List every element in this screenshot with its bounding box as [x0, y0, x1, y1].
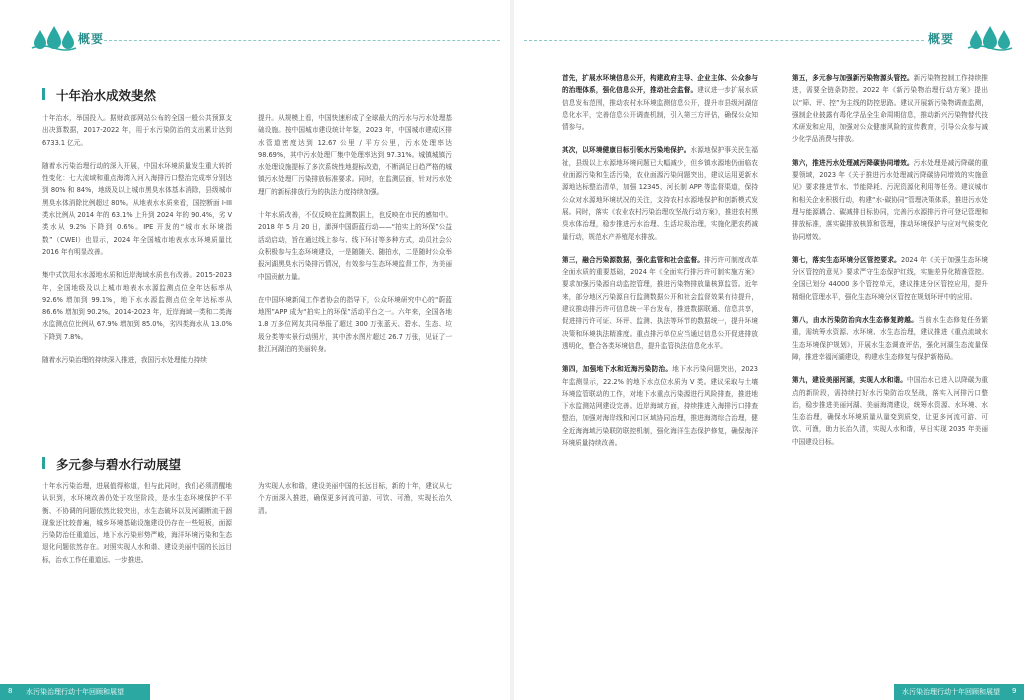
recommendation-lead: 第七，落实生态环境分区管控要求。	[792, 255, 901, 264]
recommendation-lead: 第五，多元参与加强新污染物源头管控。	[792, 74, 914, 82]
water-drops-icon	[966, 24, 1014, 52]
paragraph: 十年治水，举国投入。据财政部网站公布的全国一般公共预算支出决算数据，2017-2022 年，用于水污染防治的支出累计达到 6733.1 亿元。	[42, 114, 232, 147]
left-page	[0, 0, 510, 700]
recommendation-text: 水源地保护事关民生福祉，县级以上水源地环境问题已大幅减少，但乡镇水源地仍面临农业面源污染和生活污染，农业面源污染问题突出，建议运用更新水源地达标整治清单，加强 12345、河长制 APP 等监督渠道，保持公众对水源地环境状况的关注，支持农村水源地保护和创新模式发展。同时，落实《农业农村污染治理攻坚战行动方案》，推进农村黑臭水体治理，稳步推进污水治理、生活垃圾治理，实施化肥农药减量行动，规范水产养殖尾水排放。	[562, 146, 759, 241]
recommendation-paragraph	[792, 374, 988, 448]
recommendation-lead: 第六，推进污水处理减污降碳协同增效。	[792, 158, 914, 167]
paragraph: 十年水污染治理，进展值得称道，但与此同时，我们必须清醒地认识到，水环境改善仍处于攻坚阶段，是水生态环境保护不平衡、不协调的问题依然比较突出，水生态破坏以及河湖断流干涸现象还比较普遍，城乡环境基础设施建设仍存在一些短板，面源污染防治任重道远，地下水污染形势严峻，海洋环境污染和生态退化问题依然存在。对照实现人水和谐、建设美丽中国的长远目标，治水工作任重道远、一步推进。	[42, 482, 232, 564]
right-column-1	[562, 72, 758, 460]
recommendation-text: 2024 年《关于加强生态环境分区管控的意见》要求严守生态保护红线，实施差异化精准管控。全国已划分 44000 多个管控单元，建议推进分区管控应用，提升精细化管理水平，强化生态环境分区管控在规划环评中的应用。	[792, 255, 988, 301]
header-divider	[104, 40, 500, 41]
recommendation-text: 当前水生态修复任务繁重，需统筹水资源、水环境、水生态治理，建议推进《重点流域水生态环境保护规划》，开展水生态调查评估，强化河湖生态流量保障，推进幸福河湖建设，构建水生态修复与保护新格局。	[792, 316, 989, 361]
section2-column-2	[258, 480, 452, 528]
recommendation-paragraph	[792, 314, 988, 363]
recommendation-lead: 其次，以环境健康目标引领水污染地保护。	[562, 146, 691, 155]
recommendation-paragraph	[562, 363, 758, 449]
recommendation-paragraph	[562, 72, 758, 133]
section1-column-1	[42, 112, 232, 377]
recommendation-text: 中国治水已进入以降碳为重点的新阶段，需持续打好水污染防治攻坚战，落实入河排污口整治，稳步推进美丽河湖、美丽海湾建设，统筹水资源、水环境、水生态治理，确保水环境质量从量变到质变，让更多河流可游、可饮、可渔，助力长治久清，实现人水和谐，早日实现 2035 年美丽中国建设目标。	[792, 376, 989, 446]
recommendation-paragraph	[562, 144, 758, 242]
section-title-outlook: 多元参与碧水行动展望	[56, 457, 182, 472]
right-column-2	[792, 72, 988, 459]
section2-column-1	[42, 480, 232, 577]
page-number-right: 9	[1012, 687, 1017, 695]
recommendation-lead: 第九，建设美丽河湖，实现人水和谐。	[792, 376, 907, 385]
recommendation-lead: 第四，加强地下水和近海污染防治。	[562, 365, 673, 374]
recommendation-text: 地下水污染问题突出，2023 年监测显示，22.2% 的地下水点位水质为 V 类。建议采取与土壤环境监管联动的工作，对地下水重点污染源进行风险排查，推进地下水监测站网建设完善。近岸海域方面，持续推进入海排污口排查整治，加强对海岸线和河口区域协同治理，推进海湾综合治理，健全近海海域污染联防联控机制，强化海洋生态保护修复，确保海洋环境质量持续改善。	[562, 365, 759, 448]
paragraph: 集中式饮用水水源地水质和近岸海域水质也有改善。2015-2023 年，全国地级及以上城市地表水水源监测点位全年达标率从 92.6% 增加到 99.1%，地下水水源监测点位全年达标率从 86.6% 增加到 90.2%。2014-2023 年，近岸海域一类和二类海水监测点位比例从 67.9% 增加到 85.0%，劣四类海水从 13.0% 下降到 7.8%。	[42, 271, 232, 341]
section-title-achievements: 十年治水成效斐然	[56, 88, 157, 103]
paragraph: 十年水质改善，不仅反映在监测数据上，也反映在市民的感知中。2018 年 5 月 20 日，澎湃中国蔚蓝行动——“拍实上的环保”公益活动启动，旨在通过线上参与、线下环讨等多种方式，动员社会公众积极参与生态环境建设，一是随随关、随拍水，二是随时公众举报河湖黑臭水污染排污情况，有效参与生态环境监督工作，为美丽中国贡献力量。	[258, 211, 452, 281]
recommendation-paragraph	[792, 72, 988, 146]
recommendation-text: 新污染物控制工作持续推进，需要全链条防控。2022 年《新污染物治理行动方案》提出以“筛、评、控”为主线的防控思路。建议开展新污染物调查监测，强制企业披露有毒化学品全生命周期信息，推动新兴污染物替代技术研发和应用，加强对公众健康风险的宣传教育，引导公众参与减少化学品消费与排放。	[792, 74, 989, 144]
recommendation-lead: 第三，融合污染源数据，强化监管和社会监督。	[562, 255, 705, 264]
recommendation-text: 建议进一步扩展水质信息发布范围，推动农村水环境监测信息公开，提升市县级河湖信息化水平，完善信息公开调查机制，引入第三方评估，确保公众知情参与。	[562, 86, 759, 132]
section-marker	[42, 88, 45, 100]
section1-column-2	[258, 112, 452, 366]
recommendation-text: 污水处理是减污降碳的重要领域，2023 年《关于推进污水处理减污降碳协同增效的实施意见》要求推进节水、节能降耗、污泥资源化利用等任务。建议城市和相关企业积极行动，构建“水-碳协同”管理决策体系，推进污水处理与能源耦合、碳减排目标协同，完善污水源排污许可登记管理和排放标准，落实碳排放核算和管理，推动环境保护与应对气候变化协同增效。	[792, 158, 989, 241]
paragraph: 为实现人水和谐，建设美丽中国的长远目标，新的十年，建议从七个方面深入推进，确保更多河流可游、可饮、可渔，实现长治久清。	[258, 482, 452, 515]
recommendation-lead: 第八，由水污染防治向水生态修复跨越。	[792, 316, 919, 325]
recommendation-paragraph	[562, 254, 758, 352]
recommendation-paragraph	[792, 157, 988, 243]
header-title-left: 概要	[78, 32, 105, 46]
page-number-left: 8	[8, 687, 13, 695]
recommendation-text: 排污许可制度改革全面水质的重要基础，2024 年《全面实行排污许可制实施方案》要求加强污染源自动监控管理，推进污染物排放量核算监管。近年来，部分地区污染源自行监测数据公开和社会监督效果有待提升，建议推动排污许可信息统一平台发布，推进数据联通、信息共享，促进排污许可证、环评、监测、执法等环节的数据统一，提升环境决策和环境执法精准度。重点排污单位应当通过信息公开促进排放透明化，整合各类环境信息，提升监管执法信息化水平。	[562, 255, 759, 350]
water-drops-icon	[30, 24, 78, 52]
recommendation-paragraph	[792, 254, 988, 303]
paragraph: 在中国环境新闻工作者协会的指导下，公众环境研究中心的“蔚蓝地图”APP 成为“拍实上的环保”活动平台之一。六年来，全国各地 1.8 万多位网友共同举报了超过 300 万张蓝天、碧水、生态、垃圾分类等实景行动照片，其中涉水图片超过 26.7 万张，见证了一批江河湖泊的美丽转身。	[258, 295, 452, 354]
header-title-right: 概要	[928, 32, 955, 46]
section-marker	[42, 457, 45, 469]
paragraph: 提升。从规模上看，中国快速形成了全球最大的污水与污水处理基础设施。按中国城市建设统计年鉴，2023 年，中国城市建成区排水管道密度达到 12.67 公里 / 平方公里，污水处理率达 98.69%，其中污水处理厂集中处理率达到 97.31%。城镇城镇污水处理设施提标了多次系统性地提标改造，不断满足日趋严格的城镇污水处理厂污染排放标准要求。同时，在监测层面，针对污水处理厂的新标排放行为的执法力度持续加强。	[258, 114, 452, 196]
footer-title-right: 水污染治理行动十年回顾和展望	[902, 688, 1000, 696]
right-page	[514, 0, 1024, 700]
recommendation-lead: 首先，扩展水环境信息公开，构建政府主导、企业主体、公众参与的治理体系，强化信息公开，推动社会监督。	[562, 74, 758, 95]
footer-title-left: 水污染治理行动十年回顾和展望	[26, 688, 124, 696]
header-divider	[524, 40, 924, 41]
paragraph: 随着水污染治理行动的深入开展，中国水环境质量发生重大转折性变化：七大流域和重点海湾入河入海排污口整治完成率分别达到 80% 和 84%，地级及以上城市黑臭水体基本消除，县级城市黑臭水体消除比例超过 80%。从地表水水质来看，国控断面 I-III 类水比例从 2014 年的 63.1% 上升到 2024 年的 90.4%，劣 V 类水从 9.2% 下降到 0.6%。IPE 开发的“城市水环境指数”（CWEI）也显示，2024 年全国城市地表水水环境质量比 2016 年有明显改善。	[42, 161, 232, 256]
paragraph: 随着水污染治理的持续深入推进，我国污水处理能力持续	[42, 356, 207, 365]
